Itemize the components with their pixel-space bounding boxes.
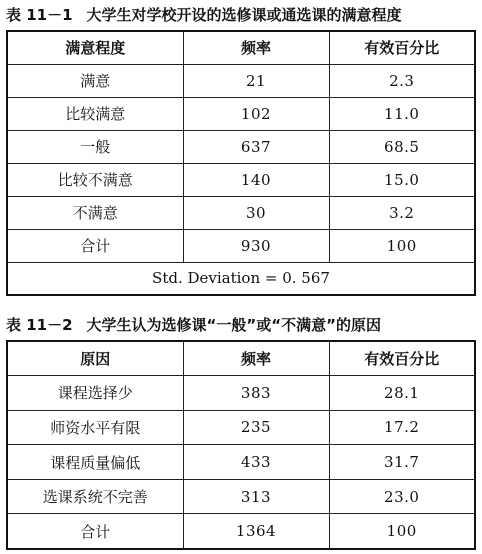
table-row bbox=[7, 376, 475, 411]
cell-percent: 23.0 bbox=[329, 479, 475, 514]
table1-caption-number: 表 11－1 bbox=[6, 6, 73, 24]
cell-percent: 17.2 bbox=[329, 410, 475, 445]
table1-caption bbox=[6, 4, 402, 25]
cell-percent: 68.5 bbox=[329, 130, 475, 163]
header-frequency: 频率 bbox=[183, 31, 329, 64]
table2-caption-title: 大学生认为选修课“一般”或“不满意”的原因 bbox=[86, 316, 381, 334]
cell-frequency: 21 bbox=[183, 64, 329, 97]
cell-frequency: 383 bbox=[183, 376, 329, 411]
cell-percent: 28.1 bbox=[329, 376, 475, 411]
header-valid-percent: 有效百分比 bbox=[329, 341, 475, 376]
cell-level: 不满意 bbox=[7, 196, 183, 229]
table-row bbox=[7, 410, 475, 445]
table-row bbox=[7, 445, 475, 480]
cell-level: 满意 bbox=[7, 64, 183, 97]
cell-percent: 31.7 bbox=[329, 445, 475, 480]
reasons-table bbox=[6, 340, 476, 550]
cell-frequency: 1364 bbox=[183, 514, 329, 549]
header-satisfaction: 满意程度 bbox=[7, 31, 183, 64]
table-row bbox=[7, 64, 475, 97]
cell-percent: 15.0 bbox=[329, 163, 475, 196]
cell-reason: 师资水平有限 bbox=[7, 410, 183, 445]
cell-frequency: 235 bbox=[183, 410, 329, 445]
satisfaction-table bbox=[6, 30, 476, 296]
cell-frequency: 637 bbox=[183, 130, 329, 163]
cell-reason: 合计 bbox=[7, 514, 183, 549]
cell-percent: 100 bbox=[329, 229, 475, 262]
cell-percent: 11.0 bbox=[329, 97, 475, 130]
table-header-row bbox=[7, 31, 475, 64]
cell-level: 合计 bbox=[7, 229, 183, 262]
header-reason: 原因 bbox=[7, 341, 183, 376]
table-row bbox=[7, 130, 475, 163]
cell-level: 一般 bbox=[7, 130, 183, 163]
cell-percent: 100 bbox=[329, 514, 475, 549]
table-total-row bbox=[7, 514, 475, 549]
cell-frequency: 433 bbox=[183, 445, 329, 480]
cell-reason: 课程质量偏低 bbox=[7, 445, 183, 480]
table-footer-row bbox=[7, 262, 475, 295]
table1-caption-title: 大学生对学校开设的选修课或通选课的满意程度 bbox=[86, 6, 402, 24]
cell-frequency: 102 bbox=[183, 97, 329, 130]
cell-frequency: 30 bbox=[183, 196, 329, 229]
table-row bbox=[7, 97, 475, 130]
table-header-row bbox=[7, 341, 475, 376]
table-total-row bbox=[7, 229, 475, 262]
cell-percent: 2.3 bbox=[329, 64, 475, 97]
cell-reason: 课程选择少 bbox=[7, 376, 183, 411]
cell-level: 比较满意 bbox=[7, 97, 183, 130]
table2-caption bbox=[6, 314, 381, 335]
cell-frequency: 313 bbox=[183, 479, 329, 514]
cell-frequency: 140 bbox=[183, 163, 329, 196]
cell-frequency: 930 bbox=[183, 229, 329, 262]
table-row bbox=[7, 163, 475, 196]
header-valid-percent: 有效百分比 bbox=[329, 31, 475, 64]
table-row bbox=[7, 479, 475, 514]
cell-reason: 选课系统不完善 bbox=[7, 479, 183, 514]
std-deviation-note: Std. Deviation = 0. 567 bbox=[7, 262, 475, 295]
cell-level: 比较不满意 bbox=[7, 163, 183, 196]
cell-percent: 3.2 bbox=[329, 196, 475, 229]
table2-caption-number: 表 11－2 bbox=[6, 316, 73, 334]
table-row bbox=[7, 196, 475, 229]
header-frequency: 频率 bbox=[183, 341, 329, 376]
